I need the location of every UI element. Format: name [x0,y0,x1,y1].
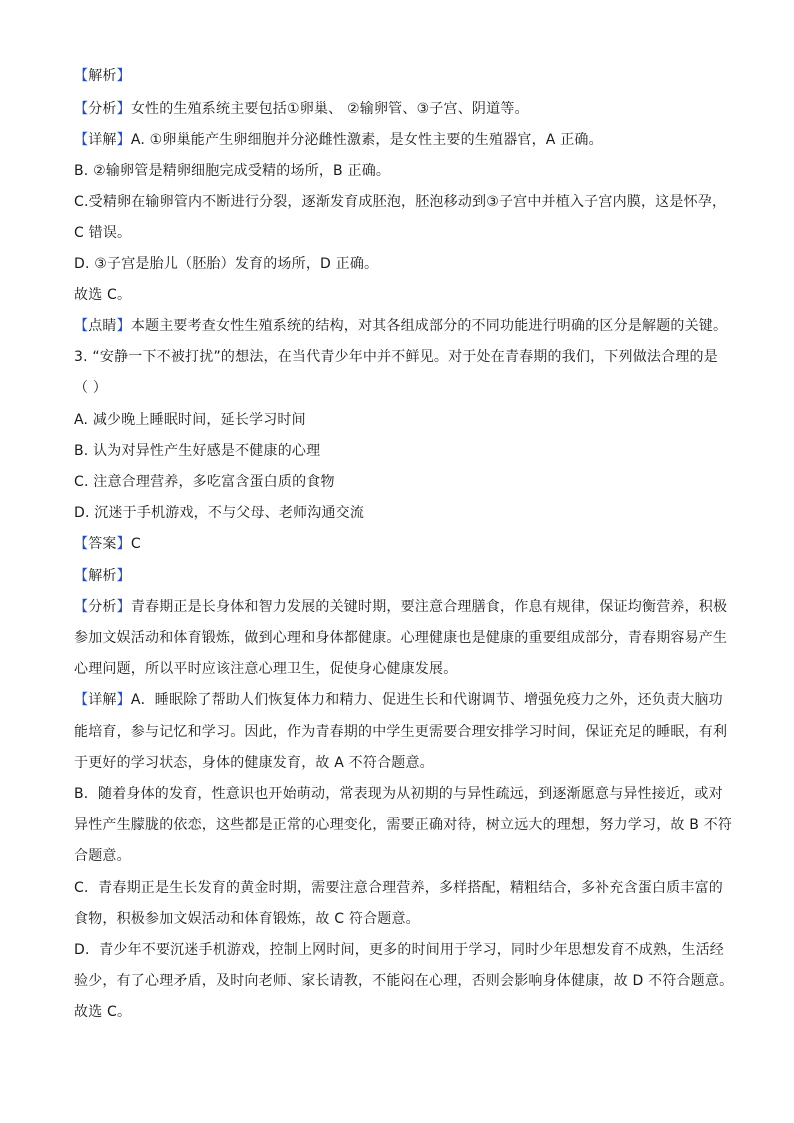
analysis-line: 【分析】女性的生殖系统主要包括①卵巢、 ②输卵管、③子宫、阴道等。 [74,101,529,117]
choice-conclusion: 故选 C。 [74,1004,132,1020]
detail-line: 【详解】A. ①卵巢能产生卵细胞并分泌雌性激素，是女性主要的生殖器官，A 正确。 [74,132,603,148]
key-point-line: 【点睛】本题主要考查女性生殖系统的结构，对其各组成部分的不同功能进行明确的区分是解题的关键。 [74,318,728,334]
option-d: D. 沉迷于手机游戏，不与父母、老师沟通交流 [74,505,365,521]
analysis-line-cont: 心理问题，所以平时应该注意心理卫生，促使身心健康发展。 [74,661,458,677]
detail-b-cont: 异性产生朦胧的依恋，这些都是正常的心理变化，需要正确对待，树立远大的理想，努力学习，故 B 不符 [74,817,733,833]
detail-a-cont: 能培育，参与记忆和学习。因此，作为青春期的中学生更需要合理安排学习时间，保证充足的睡眠，有利 [74,724,728,740]
option-c: C. 注意合理营养，多吃富含蛋白质的食物 [74,474,335,490]
question-blank: （ ） [74,380,108,396]
detail-c: C．青春期正是生长发育的黄金时期，需要注意合理营养，多样搭配，精粗结合，多补充含蛋白质丰富的 [74,880,723,896]
option-c-explanation-cont: C 错误。 [74,225,132,241]
option-b: B. 认为对异性产生好感是不健康的心理 [74,443,321,459]
detail-a-cont: 于更好的学习状态，身体的健康发育，故 A 不符合题意。 [74,755,434,771]
analysis-line-cont: 参加文娱活动和体育锻炼，做到心理和身体都健康。心理健康也是健康的重要组成部分，青春期容易产生 [74,630,728,646]
option-d-explanation: D. ③子宫是胎儿（胚胎）发育的场所，D 正确。 [74,256,379,272]
detail-b-cont: 合题意。 [74,848,131,864]
detail-c-cont: 食物，积极参加文娱活动和体育锻炼，故 C 符合题意。 [74,911,420,927]
analysis-line: 【分析】青春期正是长身体和智力发展的关键时期，要注意合理膳食，作息有规律，保证均衡营养，积极 [74,599,728,615]
question-stem: 3. “安静一下不被打扰”的想法，在当代青少年中并不鲜见。对于处在青春期的我们，下列做法合理的是 [74,349,718,365]
answer-line: 【答案】C [74,536,141,552]
detail-b: B．随着身体的发育，性意识也开始萌动，常表现为从初期的与异性疏远，到逐渐愿意与异性接近，或对 [74,786,723,802]
detail-d-cont: 验少，有了心理矛盾，及时向老师、家长请教，不能闷在心理，否则会影响身体健康，故 D 不符合题意。 [74,973,734,989]
option-c-explanation: C.受精卵在输卵管内不断进行分裂，逐渐发育成胚泡，胚泡移动到③子宫中并植入子宫内膜，这是怀孕， [74,194,727,210]
analysis-heading: 【解析】 [74,568,131,584]
option-a: A. 减少晚上睡眠时间，延长学习时间 [74,412,306,428]
analysis-heading: 【解析】 [74,68,131,84]
option-b-explanation: B. ②输卵管是精卵细胞完成受精的场所，B 正确。 [74,163,391,179]
choice-conclusion: 故选 C。 [74,287,132,303]
detail-d: D．青少年不要沉迷手机游戏，控制上网时间，更多的时间用于学习，同时少年思想发育不成熟，生活经 [74,942,724,958]
detail-line: 【详解】A．睡眠除了帮助人们恢复体力和精力、促进生长和代谢调节、增强免疫力之外，还负责大脑功 [74,692,723,708]
